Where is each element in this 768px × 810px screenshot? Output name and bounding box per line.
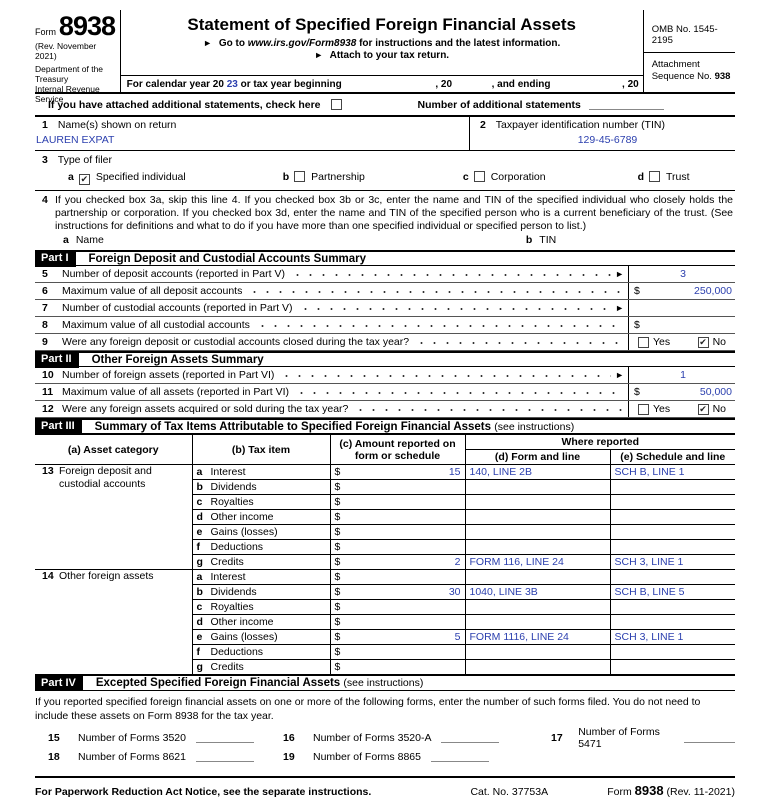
schedule-line-13b-field[interactable]	[610, 480, 735, 495]
schedule-line-13a-field[interactable]: SCH B, LINE 1	[610, 465, 735, 480]
table-row: 13 Foreign deposit and custodial accounts a Interest $ 15 140, LINE 2B SCH B, LINE 1	[35, 465, 735, 480]
filer-option-specified-individual: a ✔ Specified individual	[68, 171, 186, 184]
amount-14g-field[interactable]: $	[330, 660, 465, 675]
omb-number: OMB No. 1545-2195	[651, 24, 718, 46]
goto-suffix: for instructions and the latest information.	[359, 38, 561, 49]
form-line-14f-field[interactable]	[465, 645, 610, 660]
part4-title: Excepted Specified Foreign Financial Assets (see instructions)	[95, 677, 424, 689]
col-header-asset-category: (a) Asset category	[35, 435, 192, 465]
form-number: 8938	[58, 11, 115, 41]
line9-yes-checkbox[interactable]	[638, 337, 649, 348]
amount-14c-field[interactable]: $	[330, 600, 465, 615]
line8-row: 8 Maximum value of all custodial accounts $	[35, 317, 735, 334]
tin-field[interactable]: 129-45-6789	[577, 134, 638, 146]
part1-header	[35, 250, 735, 266]
amount-13d-field[interactable]: $	[330, 510, 465, 525]
table-row: d Other income $	[35, 615, 735, 630]
dot-leader	[289, 269, 611, 280]
line10-value-field[interactable]: 1	[680, 369, 686, 381]
dept-line2: Internal Revenue Service	[35, 84, 100, 104]
amount-13e-field[interactable]: $	[330, 525, 465, 540]
arrow-right-icon: ►	[314, 50, 324, 60]
part3-title: Summary of Tax Items Attributable to Specified Foreign Financial Assets (see instructions)	[94, 420, 575, 433]
calendar-prefix: For calendar year 20	[126, 79, 224, 90]
form-line-14c-field[interactable]	[465, 600, 610, 615]
form-line-13d-field[interactable]	[465, 510, 610, 525]
line7-row: 7 Number of custodial accounts (reported in Part V) ►	[35, 300, 735, 317]
filer-option-corporation: c Corporation	[462, 171, 546, 183]
table-row: f Deductions $	[35, 645, 735, 660]
tax-items-table	[35, 434, 735, 675]
line16: 16 Number of Forms 3520-A	[270, 732, 538, 744]
form-line-14a-field[interactable]	[465, 570, 610, 585]
statements-count-label: Number of additional statements	[417, 98, 581, 111]
form-line-13a-field[interactable]: 140, LINE 2B	[465, 465, 610, 480]
schedule-line-13c-field[interactable]	[610, 495, 735, 510]
dot-leader	[413, 337, 624, 348]
line4-instructions: If you checked box 3a, skip this line 4. If you checked box 3b or 3c, enter the name and TIN of the specified individual who closely holds the partnership or corporation. If you checked box 3d, enter the name and TIN of the specified person who is a current beneficiary of the trust. (See instructions for definitions and what to do if you have more than one specified individual or specified person to list.)	[55, 194, 733, 232]
arrow-right-icon: ►	[203, 38, 213, 48]
paperwork-notice: For Paperwork Reduction Act Notice, see the separate instructions.	[35, 786, 372, 798]
arrow-right-icon: ►	[615, 303, 624, 313]
filer-option-trust: d Trust	[637, 171, 690, 183]
form-revision: (Rev. November 2021)	[35, 41, 97, 61]
goto-prefix: Go to	[218, 38, 245, 49]
schedule-line-13e-field[interactable]	[610, 525, 735, 540]
line12-row: 12 Were any foreign assets acquired or sold during the tax year? Yes ✔ No	[35, 401, 735, 418]
part1-tag: Part I	[35, 251, 76, 267]
col-header-schedule-line: (e) Schedule and line	[610, 450, 735, 465]
col-header-form-line: (d) Form and line	[465, 450, 610, 465]
line5-value-field[interactable]: 3	[680, 268, 686, 280]
table-row: e Gains (losses) $	[35, 525, 735, 540]
trust-checkbox[interactable]	[649, 171, 660, 182]
specified-individual-checkbox[interactable]: ✔	[80, 174, 89, 184]
amount-13a-field[interactable]: $ 15	[330, 465, 465, 480]
form-line-14g-field[interactable]	[465, 660, 610, 675]
schedule-line-14c-field[interactable]	[610, 600, 735, 615]
page-title: Statement of Specified Foreign Financial Assets	[187, 15, 576, 34]
table-row: c Royalties $	[35, 600, 735, 615]
form-id-block	[35, 10, 120, 104]
line15: 15 Number of Forms 3520	[35, 732, 270, 744]
schedule-line-13g-field[interactable]: SCH 3, LINE 1	[610, 555, 735, 570]
dot-leader	[254, 320, 624, 331]
line17-count-field[interactable]	[684, 732, 735, 743]
form-line-14d-field[interactable]	[465, 615, 610, 630]
name-field[interactable]: LAUREN EXPAT	[36, 134, 115, 146]
dot-leader	[278, 370, 611, 381]
arrow-right-icon: ►	[615, 269, 624, 279]
line9-no-checkbox[interactable]: ✔	[699, 336, 707, 347]
line19: 19 Number of Forms 8865	[270, 751, 538, 763]
table-row: f Deductions $	[35, 540, 735, 555]
table-row: e Gains (losses) $ 5 FORM 1116, LINE 24 SCH 3, LINE 1	[35, 630, 735, 645]
part2-header	[35, 351, 735, 367]
dot-leader	[352, 404, 624, 415]
line18-count-field[interactable]	[196, 751, 254, 762]
col-header-amount: (c) Amount reported on form or schedule	[330, 435, 465, 465]
line11-value-field[interactable]: 50,000	[699, 386, 732, 398]
additional-statements-checkbox[interactable]	[331, 99, 342, 110]
line9-row: 9 Were any foreign deposit or custodial accounts closed during the tax year? Yes ✔ No	[35, 334, 735, 351]
calendar-year-row: For calendar year 20 23 or tax year beginning , 20 , and ending , 20	[121, 75, 643, 92]
part3-tag: Part III	[35, 419, 82, 435]
sequence-number: 938	[714, 71, 731, 82]
line6-value-field[interactable]: 250,000	[694, 285, 732, 297]
part4-header	[35, 675, 735, 691]
form-line-13f-field[interactable]	[465, 540, 610, 555]
name-cell: 1 Name(s) shown on return LAUREN EXPAT	[35, 117, 470, 150]
footer-form-id: Form 8938 (Rev. 11-2021)	[607, 783, 735, 798]
type-of-filer-row: 3 Type of filer a ✔ Specified individual b Partnership c Corporation d Trust	[35, 151, 735, 191]
schedule-line-14a-field[interactable]	[610, 570, 735, 585]
amount-14e-field[interactable]: $ 5	[330, 630, 465, 645]
line17: 17 Number of Forms 5471	[538, 726, 735, 750]
part1-title: Foreign Deposit and Custodial Accounts Summary	[88, 252, 367, 265]
attach-note: ► Attach to your tax return.	[314, 50, 450, 61]
line12-no-checkbox[interactable]: ✔	[699, 403, 707, 414]
line6-row: 6 Maximum value of all deposit accounts $ 250,000	[35, 283, 735, 300]
tin-label: Taxpayer identification number (TIN)	[495, 119, 665, 131]
line11-row: 11 Maximum value of all assets (reported in Part VI) $ 50,000	[35, 384, 735, 401]
additional-statements-row	[35, 94, 735, 117]
col-header-where-reported: Where reported	[465, 435, 735, 450]
col-header-tax-item: (b) Tax item	[192, 435, 330, 465]
name-label: Name(s) shown on return	[57, 119, 177, 131]
attachment-sequence: Attachment Sequence No. 938	[644, 52, 735, 83]
schedule-line-14g-field[interactable]	[610, 660, 735, 675]
schedule-line-13f-field[interactable]	[610, 540, 735, 555]
table-row: d Other income $	[35, 510, 735, 525]
line4a: a Name	[63, 234, 104, 246]
schedule-line-14e-field[interactable]: SCH 3, LINE 1	[610, 630, 735, 645]
corporation-checkbox[interactable]	[474, 171, 485, 182]
form-header	[35, 10, 735, 104]
dot-leader	[246, 286, 624, 297]
asset-category-14: 14 Other foreign assets	[35, 570, 192, 675]
table-row: g Credits $	[35, 660, 735, 675]
form-line-14b-field[interactable]: 1040, LINE 3B	[465, 585, 610, 600]
amount-14b-field[interactable]: $ 30	[330, 585, 465, 600]
schedule-line-14d-field[interactable]	[610, 615, 735, 630]
calendar-middle: or tax year beginning	[240, 79, 342, 90]
amount-13g-field[interactable]: $ 2	[330, 555, 465, 570]
amount-13b-field[interactable]: $	[330, 480, 465, 495]
type-of-filer-label: Type of filer	[57, 154, 113, 166]
goto-instructions	[121, 38, 643, 49]
dollar-sign: $	[634, 285, 640, 297]
line10-row: 10 Number of foreign assets (reported in Part VI) ► 1	[35, 367, 735, 384]
line5-row: 5 Number of deposit accounts (reported in Part V) ► 3	[35, 266, 735, 283]
part3-header	[35, 418, 735, 434]
arrow-right-icon: ►	[615, 370, 624, 380]
line4-block: 4 If you checked box 3a, skip this line 4. If you checked box 3b or 3c, enter the name and TIN of the specified individual who closely holds the partnership or corporation. If you checked box 3d, enter the name and TIN of the specified person who is a current beneficiary of the trust. (See instructions for definitions and what to do if you have more than one specified individual or specified person to list.) a Name b TIN	[42, 194, 733, 246]
dollar-sign: $	[634, 319, 640, 331]
form-line-13e-field[interactable]	[465, 525, 610, 540]
amount-13f-field[interactable]: $	[330, 540, 465, 555]
part4-instructions: If you reported specified foreign financial assets on one or more of the following forms, enter the number of such forms filed. You do not need to include these assets on Form 8938 for the tax year.	[35, 696, 701, 722]
table-row: b Dividends $ 30 1040, LINE 3B SCH B, LINE 5	[35, 585, 735, 600]
dollar-sign: $	[634, 386, 640, 398]
part2-title: Other Foreign Assets Summary	[91, 353, 264, 366]
calendar-year-field[interactable]: 23	[226, 79, 238, 90]
schedule-line-14b-field[interactable]: SCH B, LINE 5	[610, 585, 735, 600]
part2-tag: Part II	[35, 352, 79, 368]
asset-category-13: 13 Foreign deposit and custodial accounts	[35, 465, 192, 570]
statements-count-field[interactable]	[589, 99, 664, 110]
form-line-13c-field[interactable]	[465, 495, 610, 510]
irs-url: www.irs.gov/Form8938	[247, 38, 357, 49]
table-row: 14 Other foreign assets a Interest $	[35, 570, 735, 585]
amount-14a-field[interactable]: $	[330, 570, 465, 585]
filer-option-partnership: b Partnership	[282, 171, 365, 183]
line19-count-field[interactable]	[431, 751, 489, 762]
line12-yes-checkbox[interactable]	[638, 404, 649, 415]
schedule-line-14f-field[interactable]	[610, 645, 735, 660]
statements-check-label: If you have attached additional statements, check here	[48, 98, 321, 111]
form-word: Form	[35, 27, 56, 37]
line18: 18 Number of Forms 8621	[35, 751, 270, 763]
tin-cell: 2 Taxpayer identification number (TIN) 129-45-6789	[470, 117, 735, 150]
form-line-13b-field[interactable]	[465, 480, 610, 495]
line4b: b TIN	[525, 234, 557, 246]
table-row: c Royalties $	[35, 495, 735, 510]
table-row: g Credits $ 2 FORM 116, LINE 24 SCH 3, LINE 1	[35, 555, 735, 570]
amount-14f-field[interactable]: $	[330, 645, 465, 660]
table-row: b Dividends $	[35, 480, 735, 495]
dept-line1: Department of the Treasury	[35, 64, 104, 84]
amount-13c-field[interactable]: $	[330, 495, 465, 510]
dot-leader	[293, 387, 624, 398]
partnership-checkbox[interactable]	[294, 171, 305, 182]
amount-14d-field[interactable]: $	[330, 615, 465, 630]
form-footer	[35, 776, 735, 798]
line16-count-field[interactable]	[441, 732, 499, 743]
line15-count-field[interactable]	[196, 732, 254, 743]
dot-leader	[297, 303, 612, 314]
catalog-number: Cat. No. 37753A	[470, 786, 549, 798]
schedule-line-13d-field[interactable]	[610, 510, 735, 525]
form-line-14e-field[interactable]: FORM 1116, LINE 24	[465, 630, 610, 645]
form-line-13g-field[interactable]: FORM 116, LINE 24	[465, 555, 610, 570]
part4-tag: Part IV	[35, 675, 83, 691]
